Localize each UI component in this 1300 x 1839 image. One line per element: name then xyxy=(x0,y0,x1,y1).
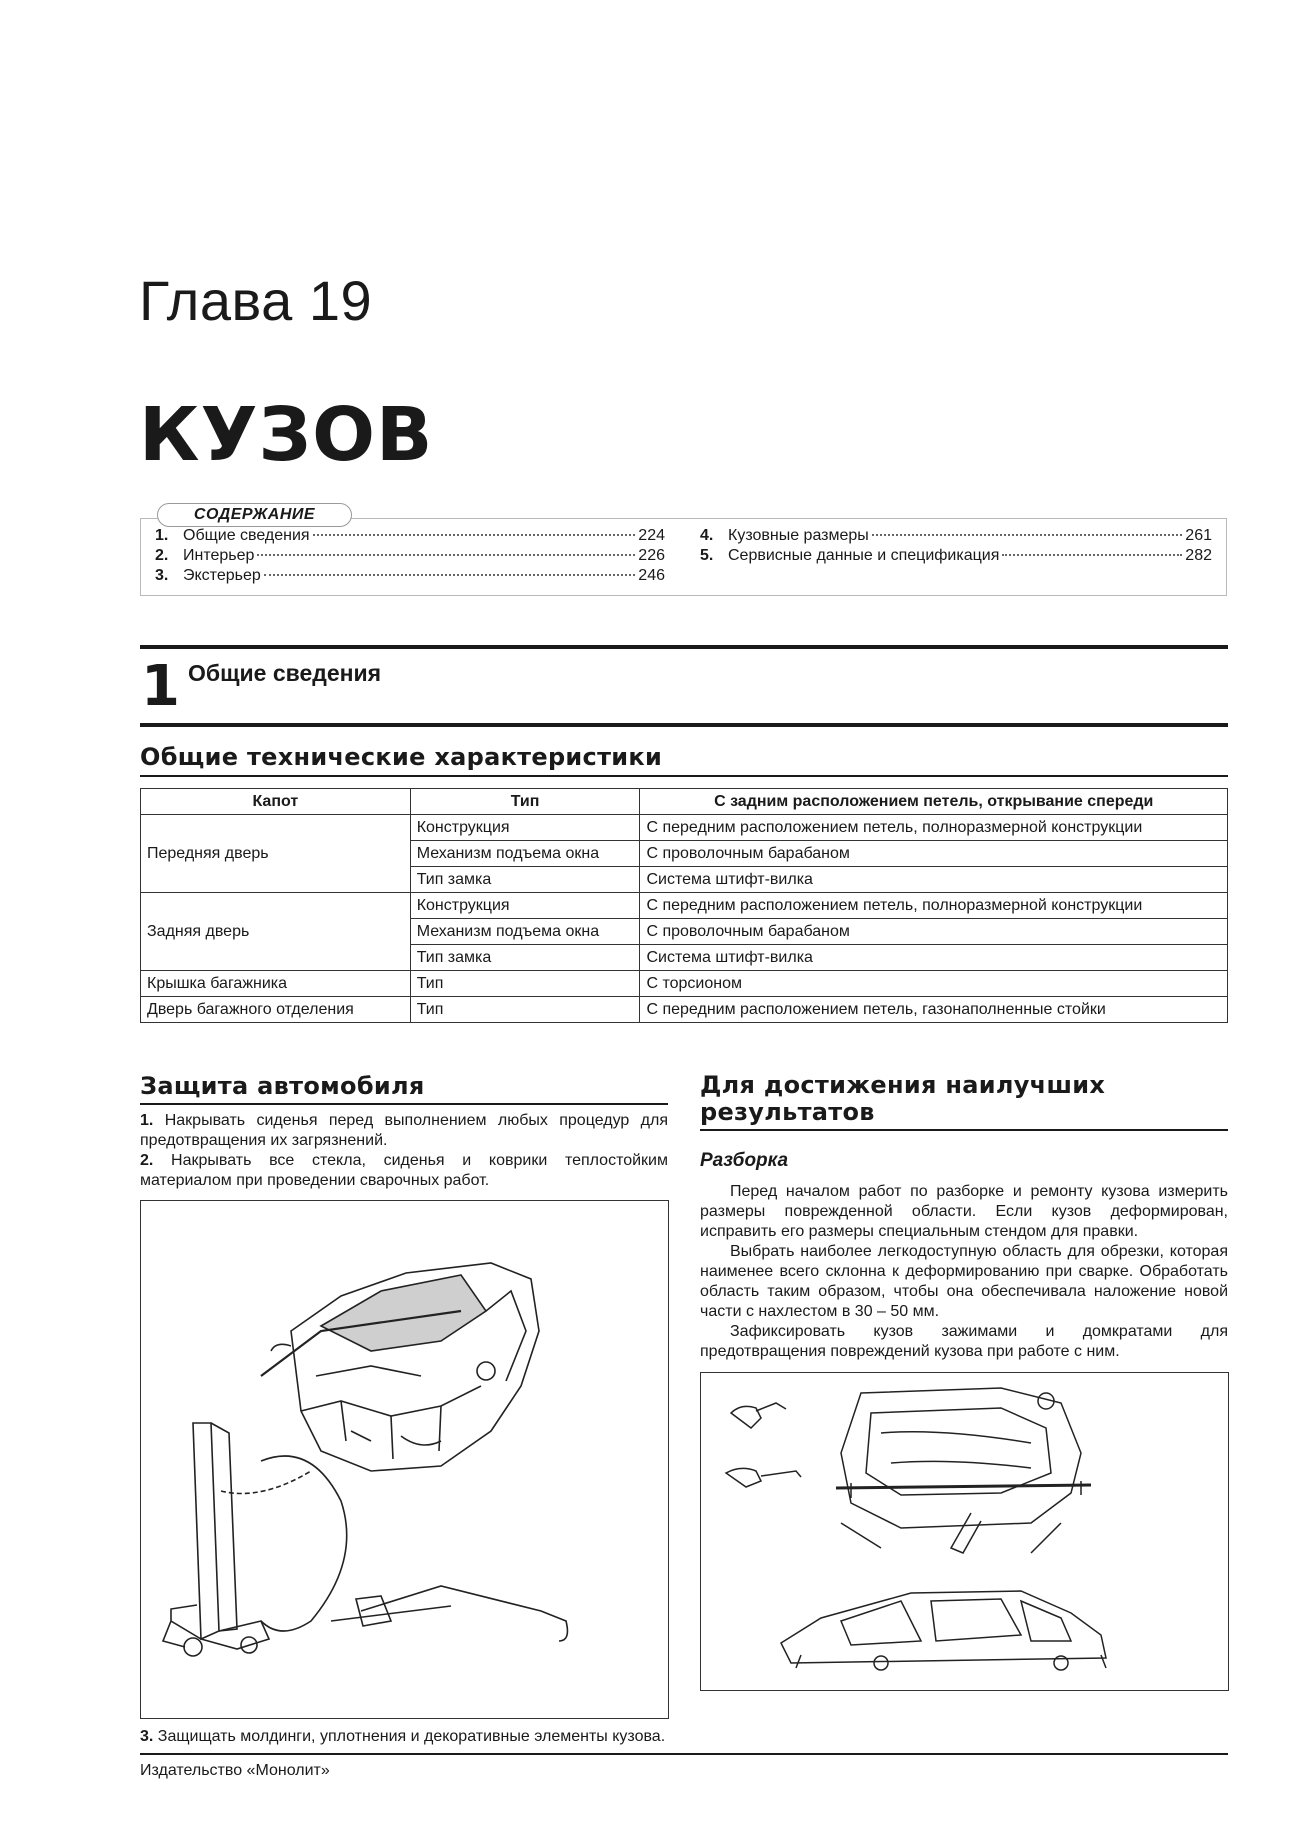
specs-table xyxy=(140,788,1228,1023)
column-header: Капот xyxy=(141,789,411,815)
section-title: Общие сведения xyxy=(188,660,382,686)
chapter-title: КУЗОВ xyxy=(139,392,434,478)
toc-leader-dots xyxy=(872,534,1182,536)
specs-heading-rule xyxy=(140,775,1228,777)
table-cell: Механизм подъема окна xyxy=(410,919,640,945)
table-cell: Крышка багажника xyxy=(141,971,411,997)
contents-column-left xyxy=(155,527,665,587)
item-text: Накрывать сиденья перед выполнением любых процедур для предотвращения их загрязнений. xyxy=(140,1112,668,1149)
best-results-heading-line-2: результатов xyxy=(700,1098,875,1126)
specs-heading: Общие технические характеристики xyxy=(140,743,663,771)
toc-item-number: 1. xyxy=(155,527,169,544)
footer-rule xyxy=(140,1753,1228,1755)
toc-item-label: Кузовные размеры xyxy=(728,527,869,544)
toc-item-page: 246 xyxy=(638,567,665,584)
table-row xyxy=(141,971,1228,997)
table-header-row xyxy=(141,789,1228,815)
disassembly-paragraph-1: Перед началом работ по разборке и ремонту кузова измерить размеры поврежденной области. Если кузов деформирован, исправить его размеры специальным стендом для правки. xyxy=(700,1183,1228,1240)
disassembly-subheading: Разборка xyxy=(700,1150,789,1171)
toc-item-number: 4. xyxy=(700,527,714,544)
figure-frame-straightening xyxy=(140,1200,669,1719)
item-number: 2. xyxy=(140,1152,154,1169)
protection-item-3 xyxy=(140,1727,668,1747)
table-cell: Система штифт-вилка xyxy=(640,867,1228,893)
toc-item-number: 2. xyxy=(155,547,169,564)
toc-item-number: 3. xyxy=(155,567,169,584)
table-cell: С проволочным барабаном xyxy=(640,919,1228,945)
toc-leader-dots xyxy=(264,574,636,576)
item-text: Накрывать все стекла, сиденья и коврики теплостойким материалом при проведении сварочных работ. xyxy=(140,1152,668,1189)
toc-item-label: Экстерьер xyxy=(183,567,261,584)
toc-leader-dots xyxy=(313,534,636,536)
table-cell: Конструкция xyxy=(410,815,640,841)
toc-item[interactable] xyxy=(700,547,1212,567)
toc-item[interactable] xyxy=(155,547,665,567)
car-body-fixing-illustration xyxy=(701,1373,1227,1689)
disassembly-paragraph-3: Зафиксировать кузов зажимами и домкратами для предотвращения повреждений кузова при работе с ним. xyxy=(700,1323,1228,1360)
protection-heading-rule xyxy=(140,1103,668,1105)
table-cell: Тип замка xyxy=(410,945,640,971)
table-cell: Механизм подъема окна xyxy=(410,841,640,867)
item-number: 3. xyxy=(140,1728,154,1745)
table-cell: С торсионом xyxy=(640,971,1228,997)
table-row xyxy=(141,893,1228,919)
column-header: Тип xyxy=(410,789,640,815)
section-rule-top xyxy=(140,645,1228,649)
best-results-heading-line-1: Для достижения наилучших xyxy=(700,1071,1106,1099)
toc-item-page: 282 xyxy=(1185,547,1212,564)
toc-item-page: 224 xyxy=(638,527,665,544)
table-cell: Дверь багажного отделения xyxy=(141,997,411,1023)
table-cell: Система штифт-вилка xyxy=(640,945,1228,971)
item-number: 1. xyxy=(140,1112,154,1129)
disassembly-paragraph-2: Выбрать наиболее легкодоступную область для обрезки, которая наименее всего склонна к деформированию при сварке. Обработать область таким образом, чтобы она обеспечивала наложение новой части с нахлестом в 30 – 50 мм. xyxy=(700,1243,1228,1320)
table-cell: С передним расположением петель, полноразмерной конструкции xyxy=(640,893,1228,919)
table-row xyxy=(141,997,1228,1023)
toc-item-page: 261 xyxy=(1185,527,1212,544)
toc-leader-dots xyxy=(1002,554,1182,556)
item-text: Защищать молдинги, уплотнения и декоративные элементы кузова. xyxy=(157,1728,666,1745)
chapter-number: Глава 19 xyxy=(139,269,373,332)
toc-item-label: Общие сведения xyxy=(183,527,310,544)
contents-heading: СОДЕРЖАНИЕ xyxy=(157,503,352,527)
protection-item-1 xyxy=(140,1111,668,1151)
section-rule-bottom xyxy=(140,723,1228,727)
toc-item[interactable] xyxy=(155,567,665,587)
table-row xyxy=(141,815,1228,841)
table-cell: Конструкция xyxy=(410,893,640,919)
car-frame-straightening-illustration xyxy=(141,1201,667,1717)
protection-heading: Защита автомобиля xyxy=(140,1072,425,1100)
toc-item[interactable] xyxy=(155,527,665,547)
table-cell: Тип xyxy=(410,971,640,997)
toc-item-label: Сервисные данные и спецификация xyxy=(728,547,1000,564)
row-group-label: Задняя дверь xyxy=(141,893,411,971)
table-cell: Тип замка xyxy=(410,867,640,893)
toc-item-label: Интерьер xyxy=(183,547,255,564)
figure-body-fixing xyxy=(700,1372,1229,1691)
contents-column-right xyxy=(700,527,1212,567)
table-cell: С проволочным барабаном xyxy=(640,841,1228,867)
toc-leader-dots xyxy=(257,554,635,556)
toc-item-number: 5. xyxy=(700,547,714,564)
table-cell: С передним расположением петель, полноразмерной конструкции xyxy=(640,815,1228,841)
column-header: С задним расположением петель, открывание спереди xyxy=(640,789,1228,815)
toc-item-page: 226 xyxy=(638,547,665,564)
table-cell: С передним расположением петель, газонаполненные стойки xyxy=(640,997,1228,1023)
publisher-footer: Издательство «Монолит» xyxy=(140,1762,330,1779)
best-results-heading-rule xyxy=(700,1129,1228,1131)
row-group-label: Передняя дверь xyxy=(141,815,411,893)
protection-item-2 xyxy=(140,1151,668,1191)
best-results-heading xyxy=(700,1072,1105,1126)
table-cell: Тип xyxy=(410,997,640,1023)
section-number: 1 xyxy=(141,654,180,719)
toc-item[interactable] xyxy=(700,527,1212,547)
